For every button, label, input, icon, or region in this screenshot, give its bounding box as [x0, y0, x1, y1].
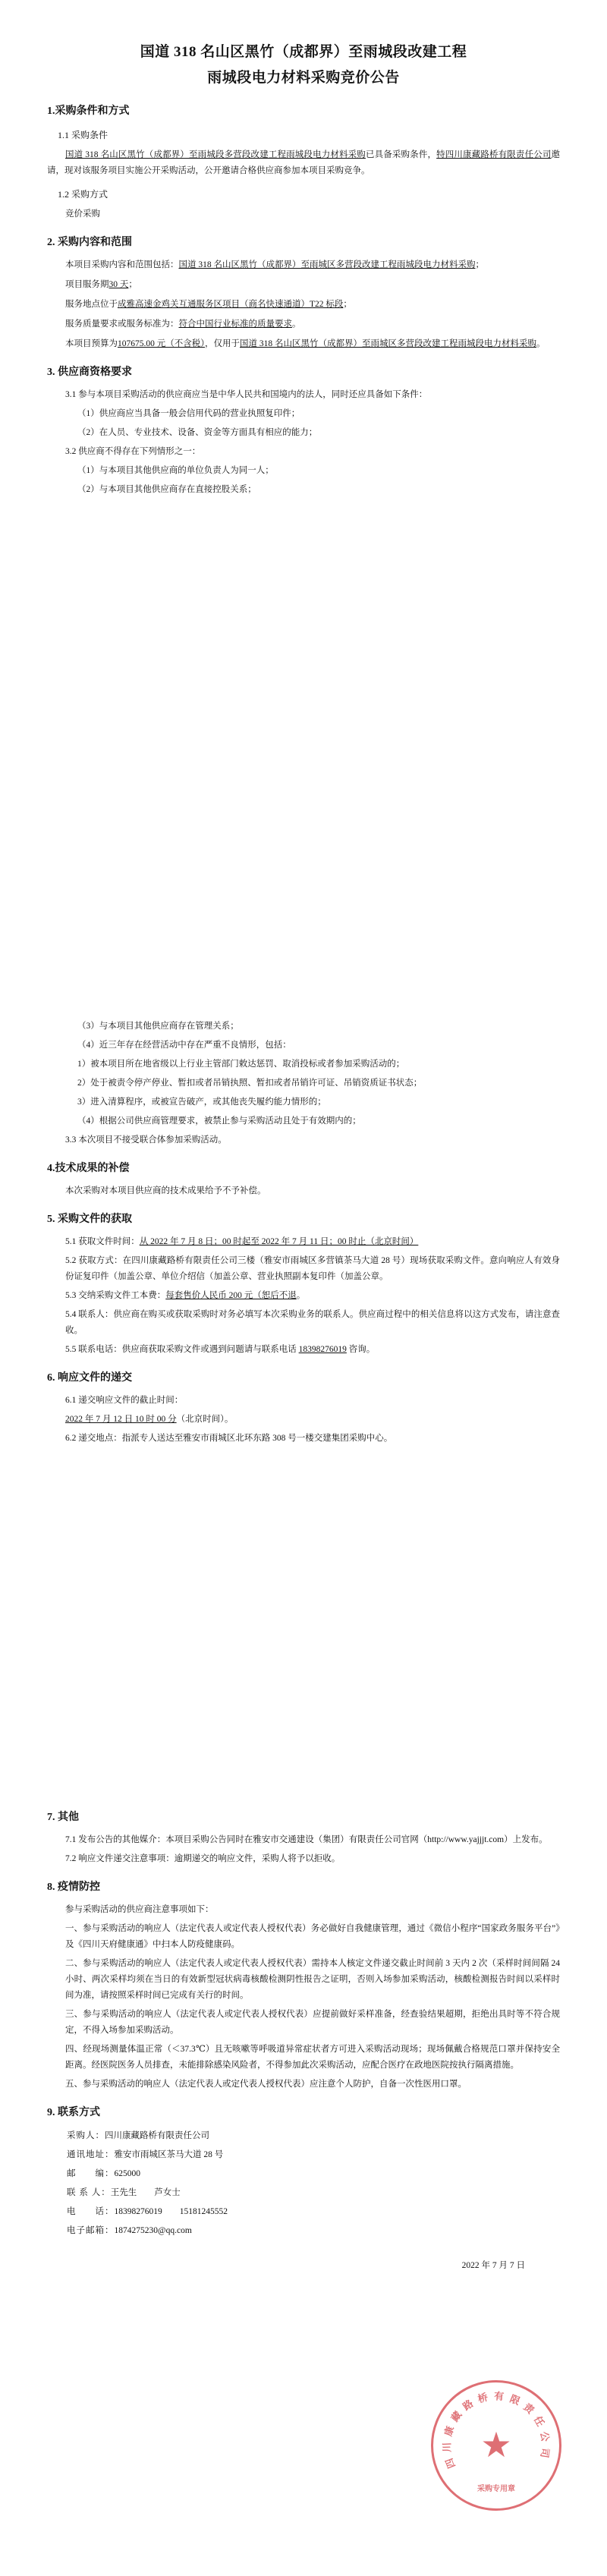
section-heading-3: 3. 供应商资格要求	[47, 367, 132, 378]
paragraph-1-2: 竞价采购	[65, 209, 100, 219]
section-heading-1: 1.采购条件和方式	[47, 105, 130, 117]
section-heading-6: 6. 响应文件的递交	[47, 1372, 132, 1384]
paragraph-2-5-e: 。	[536, 339, 546, 348]
section-heading-7: 7. 其他	[47, 1812, 79, 1823]
section-heading-8: 8. 疫情防控	[47, 1882, 100, 1893]
entrusting-company: 特四川康藏路桥有限责任公司	[436, 150, 552, 159]
contact-row	[47, 2222, 560, 2239]
paragraph-3-1: 3.1 参与本项目采购活动的供应商应当是中华人民共和国境内的法人，同时还应具备如下条件：	[65, 390, 428, 399]
paragraph-2-1	[47, 257, 560, 273]
title-line-2: 雨城段电力材料采购竞价公告	[207, 70, 400, 86]
contact-value-email[interactable]: 1874275230@qq.com	[114, 2226, 192, 2235]
paragraph-5-5	[47, 1342, 560, 1358]
paragraph-5-4: 5.4 联系人：供应商在购买或获取采购时对务必填写本次采购业务的联系人。供应商过程中的相关信息将以这方式发布，请注意查收。	[65, 1310, 560, 1335]
paragraph-3-2-2: （2）与本项目其他供应商存在直接控股关系；	[77, 485, 256, 494]
paragraph-3-2-5: （4）根据公司供应商管理要求，被禁止参与采购活动且处于有效期内的；	[77, 1116, 361, 1126]
paragraph-2-1-c: ；	[475, 260, 484, 269]
paragraph-3-1-1: （1）供应商应当具备一般会信用代码的营业执照复印件；	[77, 409, 300, 418]
contact-label: 采购人：	[67, 2131, 105, 2140]
paragraph-6-2: 6.2 递交地点：指派专人送达至雅安市雨城区北环东路 308 号一楼交建集团采购中心。	[65, 1434, 393, 1443]
paragraph-8-4: 四、经现场测量体温正常（＜37.3℃）且无咳嗽等呼吸道异常症状者方可进入采购活动现场；现场佩戴合格规范口罩并保持安全距离。经医院医务人员排查，未能排除感染风险者，不得参加此次采购活动，应配合医疗在政地医院按执行隔离措施。	[65, 2045, 560, 2070]
document-page-1	[0, 0, 607, 865]
paragraph-3-3: 3.3 本次项目不接受联合体参加采购活动。	[65, 1135, 227, 1145]
contact-row	[47, 2203, 560, 2220]
paragraph-5-2: 5.2 获取方式：在四川康藏路桥有限责任公司三楼（雅安市雨城区多营镇茶马大道 28 号）现场获取采购文件。意向响应人有效身份证复印件（加盖公章、单位介绍信（加盖公章、营业执照副本复印件（加盖公章。	[65, 1256, 560, 1281]
service-location-value: 成雅高速金鸡关互通服务区项目（商名快速通道）T22 标段	[118, 300, 344, 309]
section-heading-2: 2. 采购内容和范围	[47, 237, 132, 248]
service-period-value: 30 天	[109, 280, 129, 289]
paragraph-7-1	[47, 1832, 560, 1848]
seal-arc-text: 四 川 康 藏 路 桥 有 限 责 任 公 司	[441, 2390, 552, 2471]
contact-phone-value: 18398276019	[298, 1345, 347, 1354]
paragraph-5-3-c: 。	[296, 1291, 306, 1300]
paragraph-8-3: 三、参与采购活动的响应人（法定代表人或定代表人授权代表）应提前做好采样准备，经查验结果超期，拒绝出具时等不符合规定，不得入场参加采购活动。	[65, 2010, 560, 2035]
contact-row	[47, 2127, 560, 2144]
document-page-2	[0, 865, 607, 1730]
contact-label: 邮 编：	[67, 2169, 115, 2178]
paragraph-3-2-4-3: 3）进入清算程序，或被宣告破产，或其他丧失履约能力情形的；	[77, 1097, 326, 1107]
paragraph-3-2-3: （3）与本项目其他供应商存在管理关系；	[77, 1022, 239, 1031]
contact-row	[47, 2165, 560, 2182]
subsection-heading-1-1: 1.1 采购条件	[58, 130, 109, 140]
paragraph-2-3	[47, 297, 560, 313]
paragraph-1-1-d: 邀请，现对该服务项目实施公开采购活动，公开邀请合格供应商参加本项目采购竞争。	[47, 150, 561, 175]
paragraph-2-3-c: ；	[343, 300, 352, 309]
contact-label: 电 话：	[67, 2207, 115, 2216]
title-line-1: 国道 318 名山区黑竹（成都界）至雨城段改建工程	[140, 44, 467, 60]
section-heading-5: 5. 采购文件的获取	[47, 1214, 132, 1225]
paragraph-1-1	[47, 147, 560, 179]
paragraph-4-1: 本次采购对本项目供应商的技术成果给予不予补偿。	[65, 1186, 266, 1195]
company-seal-stamp	[431, 2380, 561, 2511]
scope-project-name: 国道 318 名山区黑竹（成都界）至雨城区多营段改建工程雨城段电力材料采购	[178, 260, 476, 269]
paragraph-3-1-2: （2）在人员、专业技术、设备、资金等方面具有相应的能力；	[77, 428, 318, 437]
paragraph-1-1-b: 已具备采购条件，	[365, 150, 437, 159]
budget-label: 本项目预算为	[65, 339, 118, 348]
contact-value: 王先生 芦女士	[110, 2188, 181, 2197]
paragraph-2-4-c: 。	[292, 320, 301, 329]
paragraph-6-1-c: （北京时间）。	[176, 1415, 234, 1424]
paragraph-8-0: 参与采购活动的供应商注意事项如下：	[65, 1905, 214, 1914]
paragraph-6-1-value	[47, 1412, 560, 1428]
budget-value: 107675.00 元（不含税）	[118, 339, 205, 348]
paragraph-3-2: 3.2 供应商不得存在下列情形之一：	[65, 447, 201, 456]
page-title	[47, 39, 560, 91]
service-period-label: 项目服务期	[65, 280, 109, 289]
contact-row	[47, 2146, 560, 2163]
signature-date: 2022 年 7 月 7 日	[461, 2261, 525, 2270]
paragraph-2-5	[47, 336, 560, 352]
doc-fee-value: 每套售价人民币 200 元（恕后不退	[165, 1291, 297, 1300]
document-page-3	[0, 1730, 607, 2576]
quality-value: 符合中国行业标准的质量要求	[178, 320, 292, 329]
contact-phone-label: 5.5 联系电话：供应商获取采购文件或遇到问题请与联系电话	[65, 1345, 299, 1354]
paragraph-3-2-4: （4）近三年存在经营活动中存在严重不良情形，包括：	[77, 1041, 291, 1050]
doc-fee-label: 5.3 交纳采购文件工本费：	[65, 1291, 166, 1300]
paragraph-3-2-4-1: 1）被本项目所在地省级以上行业主管部门敕达惩罚、取消投标或者参加采购活动的；	[77, 1060, 405, 1069]
procurement-project-name: 国道 318 名山区黑竹（成都界）至雨城段多营段改建工程雨城段电力材料采购	[65, 150, 366, 159]
paragraph-3-2-1: （1）与本项目其他供应商的单位负责人为同一人；	[77, 466, 274, 475]
subsection-heading-1-2: 1.2 采购方式	[58, 189, 109, 200]
contact-value: 625000	[114, 2169, 140, 2178]
contact-label: 电子邮箱：	[67, 2226, 115, 2235]
paragraph-5-1	[47, 1234, 560, 1250]
contact-label: 联 系 人：	[67, 2188, 111, 2197]
paragraph-2-4	[47, 316, 560, 332]
quality-label: 服务质量要求或服务标准为：	[65, 320, 179, 329]
submission-deadline-value: 2022 年 7 月 12 日 10 时 00 分	[65, 1415, 177, 1424]
paragraph-7-1-a: 7.1 发布公告的其他媒介：本项目采购公告同时在雅安市交通建设（集团）有限责任公司官网（	[65, 1835, 428, 1844]
contact-label: 通讯地址：	[67, 2150, 115, 2159]
paragraph-5-3	[47, 1288, 560, 1304]
paragraph-7-2: 7.2 响应文件递交注意事项：逾期递交的响应文件，采购人将予以拒收。	[65, 1854, 341, 1863]
paragraph-7-1-c: ）上发布。	[504, 1835, 548, 1844]
paragraph-2-5-c: ，仅用于	[205, 339, 240, 348]
budget-project-name: 国道 318 名山区黑竹（成都界）至雨城区多营段改建工程雨城段电力材料采购	[240, 339, 536, 348]
paragraph-2-2	[47, 277, 560, 293]
contact-row	[47, 2184, 560, 2201]
contact-value: 四川康藏路桥有限责任公司	[105, 2131, 209, 2140]
paragraph-8-5: 五、参与采购活动的响应人（法定代表人或定代表人授权代表）应注意个人防护，自备一次性医用口罩。	[65, 2080, 467, 2089]
contact-value: 18398276019 15181245552	[114, 2207, 228, 2216]
seal-bottom-text: 采购专用章	[477, 2485, 515, 2493]
seal-star-icon: ★	[480, 2426, 512, 2464]
section-heading-9: 9. 联系方式	[47, 2107, 100, 2118]
service-location-label: 服务地点位于	[65, 300, 118, 309]
paragraph-6-1: 6.1 递交响应文件的截止时间：	[65, 1396, 184, 1405]
contact-value: 雅安市雨城区茶马大道 28 号	[114, 2150, 224, 2159]
paragraph-2-2-c: ；	[128, 280, 137, 289]
paragraph-5-5-c: 咨询。	[346, 1345, 376, 1354]
doc-acquire-time-value: 从 2022 年 7 月 8 日；00 时起至 2022 年 7 月 11 日；00 时止（北京时间）	[139, 1237, 419, 1246]
official-website-link[interactable]: http://www.yajjjt.com	[427, 1835, 505, 1844]
paragraph-8-1: 一、参与采购活动的响应人（法定代表人或定代表人授权代表）务必做好自我健康管理，通过《微信小程序“国家政务服务平台”》及《四川天府健康通》中扫本人防疫健康码。	[65, 1924, 560, 1949]
paragraph-2-1-a: 本项目采购内容和范围包括：	[65, 260, 179, 269]
paragraph-8-2: 二、参与采购活动的响应人（法定代表人或定代表人授权代表）需持本人核定文件递交截止时间前 3 天内 2 次（采样时间间隔 24 小时、两次采样均须在当日的有效新型冠状病毒核酸检测阴性报告之证明，否则入场参加采购活动，核酸检测报告时间以采样时间为准，请按照采样时间已完成有关行的时间。	[65, 1959, 560, 2000]
section-heading-4: 4.技术成果的补偿	[47, 1163, 130, 1174]
paragraph-3-2-4-2: 2）处于被责令停产停业、暂扣或者吊销执照、暂扣或者吊销许可证、吊销资质证书状态；	[77, 1079, 423, 1088]
doc-acquire-time-label: 5.1 获取文件时间：	[65, 1237, 140, 1246]
